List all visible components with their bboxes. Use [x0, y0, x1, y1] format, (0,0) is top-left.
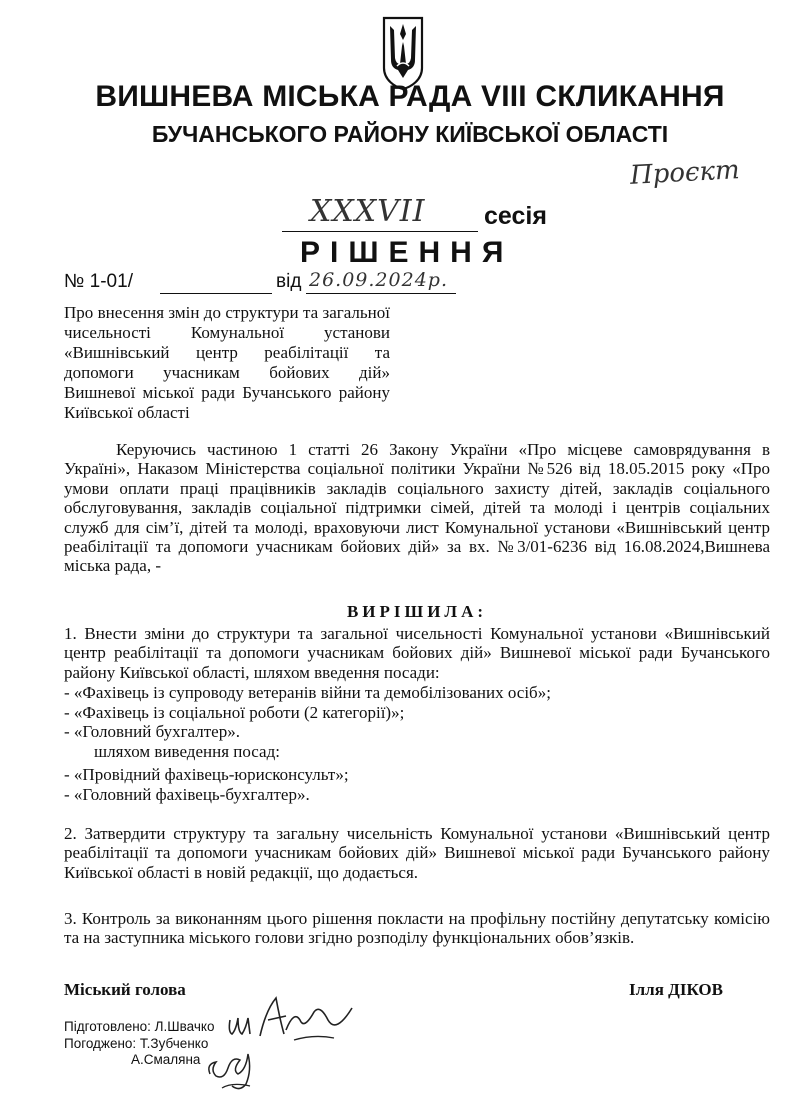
document-title: РІШЕННЯ [300, 236, 514, 269]
session-label: сесія [484, 202, 547, 230]
list-item: - «Провідний фахівець-юрисконсульт»; [64, 765, 349, 784]
session-number-underline [282, 231, 478, 232]
session-number: XXXVII [310, 194, 426, 229]
resolution-item-1: 1. Внести зміни до структури та загальної чисельності Комунальної установи «Вишнівський центр реабілітації та допомоги учасникам бойових дій» Вишневої міської ради Бучанського району Київської області, шляхом введення посади: [64, 624, 770, 682]
preamble-paragraph: Керуючись частиною 1 статті 26 Закону України «Про місцеве самоврядування в Україні», Наказом Міністерства соціальної політики України №526 від 18.05.2015 року «Про умови оплати праці працівників закладів соціального захисту дітей, закладів соціального обслуговування, закладів соціальної підтримки сімей, дітей та молоді і центрів соціальних служб для сім’ї, дітей та молоді, враховуючи лист Комунальної установи «Вишнівський центр реабілітації та допомоги учасникам бойових дій» за вх. №3/01-6236 від 16.08.2024,Вишнева міська рада, - [64, 440, 770, 576]
handwritten-signature-icon [202, 1040, 262, 1094]
district-subtitle: БУЧАНСЬКОГО РАЙОНУ КИЇВСЬКОЇ ОБЛАСТІ [151, 121, 669, 147]
trident-coat-of-arms-icon [381, 16, 425, 90]
introduced-positions-list [64, 683, 770, 742]
council-title: ВИШНЕВА МІСЬКА РАДА VIII СКЛИКАННЯ [95, 80, 725, 113]
agreed-by-second: А.Смаляна [131, 1052, 201, 1067]
decision-number-label: № 1-01/ [64, 271, 133, 292]
list-item: - «Головний фахівець-бухгалтер». [64, 784, 310, 804]
decision-number-underline [160, 293, 272, 294]
prepared-by: Підготовлено: Л.Швачко [64, 1019, 215, 1034]
draft-handwritten-mark: Проєкт [629, 155, 741, 191]
decision-date-label: від [276, 271, 302, 292]
signatory-position: Міський голова [64, 980, 186, 999]
removal-intro: шляхом виведення посад: [94, 742, 280, 761]
decision-date-underline [306, 293, 456, 294]
list-item: - «Фахівець із супроводу ветеранів війни та демобілізованих осіб»; [64, 683, 551, 702]
resolution-item-2: 2. Затвердити структуру та загальну чисельність Комунальної установи «Вишнівський центр реабілітації та допомоги учасникам бойових дій» Вишневої міської ради Бучанського району Київської області в новій редакції, що додається. [64, 824, 770, 882]
list-item: - «Головний бухгалтер». [64, 722, 240, 742]
signatory-name: Ілля ДІКОВ [629, 980, 723, 999]
resolved-heading: ВИРІШИЛА: [346, 602, 488, 621]
removed-positions-list [64, 765, 770, 804]
decision-date-value: 26.09.2024р. [309, 269, 448, 291]
decision-subject: Про внесення змін до структури та загальної чисельності Комунальної установи «Вишнівський центр реабілітації та допомоги учасникам бойових дій» Вишневої міської ради Бучанського району Київської області [64, 303, 390, 422]
resolution-item-3: 3. Контроль за виконанням цього рішення покласти на профільну постійну депутатську комісію та на заступника міського голови згідно розподілу функціональних обов’язків. [64, 909, 770, 948]
list-item: - «Фахівець із соціальної роботи (2 категорії)»; [64, 702, 405, 722]
agreed-by: Погоджено: Т.Зубченко [64, 1036, 209, 1051]
